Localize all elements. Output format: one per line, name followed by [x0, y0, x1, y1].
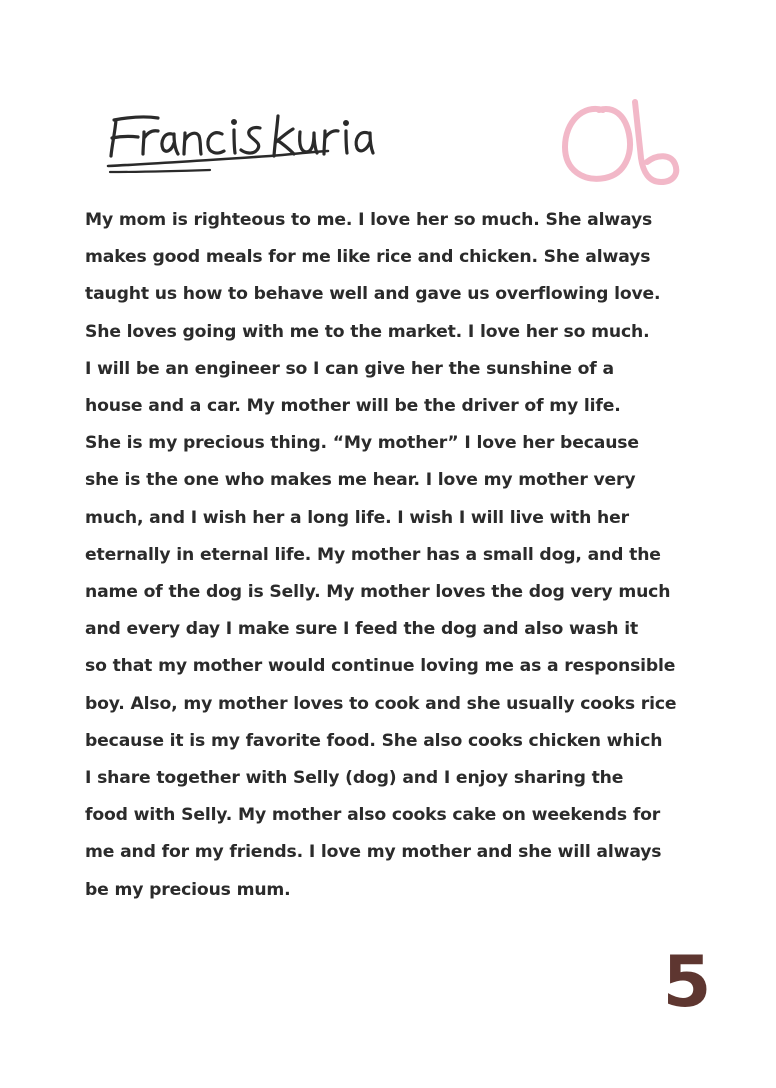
signature-stroke	[110, 170, 210, 172]
story-line: taught us how to behave well and gave us overflowing love.	[85, 284, 661, 305]
story-line: name of the dog is Selly. My mother loves the dog very much	[85, 582, 671, 603]
story-text	[85, 202, 705, 909]
story-line: she is the one who makes me hear. I love my mother very	[85, 470, 636, 491]
signature-stroke	[241, 128, 260, 153]
story-line: house and a car. My mother will be the driver of my life.	[85, 396, 621, 417]
story-line: so that my mother would continue loving me as a responsible	[85, 656, 676, 677]
story-line: I will be an engineer so I can give her the sunshine of a	[85, 358, 614, 379]
story-line: much, and I wish her a long life. I wish I will live with her	[85, 507, 629, 528]
signature-stroke	[234, 130, 235, 153]
story-line: because it is my favorite food. She also cooks chicken which	[85, 730, 663, 751]
story-line: makes good meals for me like rice and chicken. She always	[85, 247, 651, 268]
story-line: be my precious mum.	[85, 879, 291, 900]
signature-stroke	[346, 131, 347, 153]
story-line: She is my precious thing. “My mother” I love her because	[85, 433, 639, 454]
story-line: food with Selly. My mother also cooks cake on weekends for	[85, 805, 661, 826]
signature-stroke	[208, 133, 224, 153]
signature-stroke	[356, 132, 373, 153]
story-line: and every day I make sure I feed the dog and also wash it	[85, 619, 639, 640]
page-number: 5	[662, 941, 712, 1023]
signature-image	[100, 100, 390, 190]
pink-scribble-icon	[555, 92, 685, 197]
story-line: She loves going with me to the market. I love her so much.	[85, 321, 650, 342]
story-line: I share together with Selly (dog) and I enjoy sharing the	[85, 768, 624, 789]
story-line: me and for my friends. I love my mother and she will always	[85, 842, 662, 863]
signature-stroke	[112, 136, 138, 138]
story-line: eternally in eternal life. My mother has a small dog, and the	[85, 544, 661, 565]
signature-stroke	[162, 134, 178, 154]
signature-stroke	[114, 117, 158, 120]
signature-stroke	[184, 133, 201, 154]
signature-stroke	[300, 132, 317, 153]
story-line: My mom is righteous to me. I love her so much. She always	[85, 210, 653, 230]
signature-stroke	[143, 131, 158, 154]
signature-stroke	[274, 116, 294, 156]
story-line: boy. Also, my mother loves to cook and she usually cooks rice	[85, 693, 677, 714]
